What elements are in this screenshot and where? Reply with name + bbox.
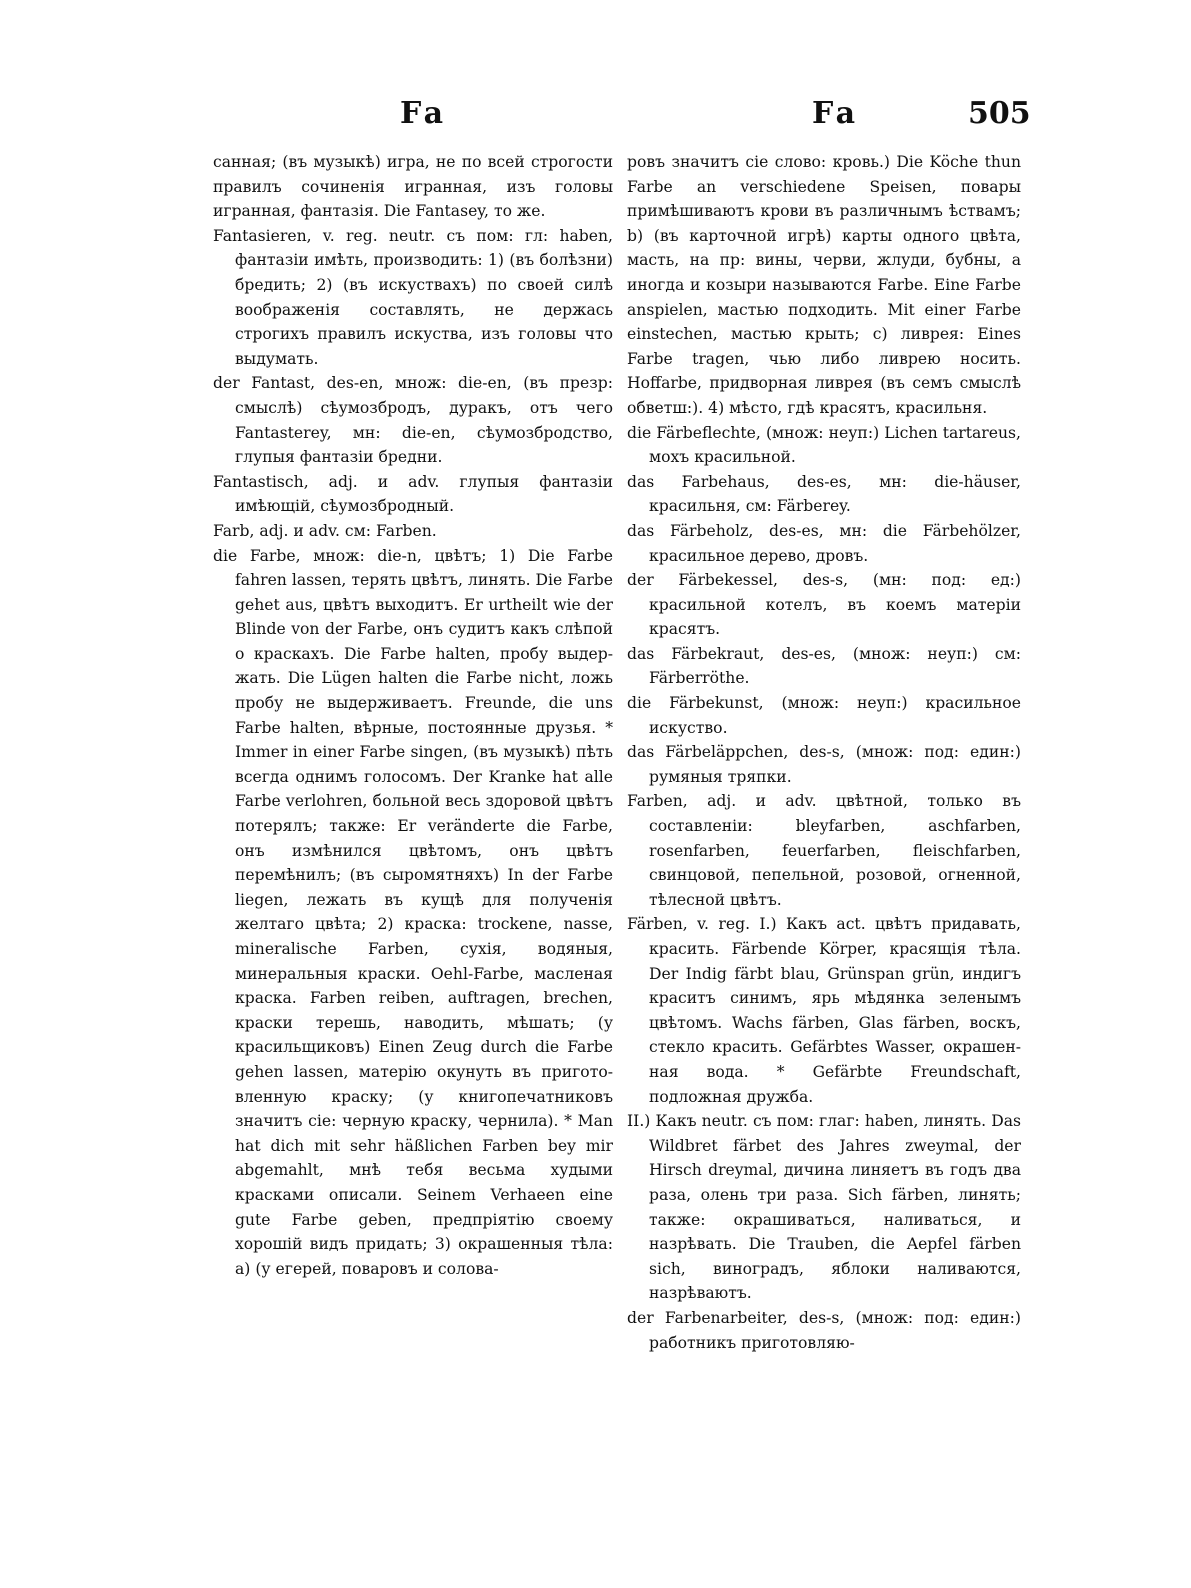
dictionary-entry: Fantastisch, adj. и adv. глупыя фантазіи имѣющій, сѣумозбродный. [213, 472, 613, 516]
dictionary-entry: die Färbeflechte, (множ: неуп:) Lichen tartareus, мохъ красильной. [627, 423, 1021, 467]
running-head-left: Fa [400, 96, 448, 131]
right-column [627, 150, 1021, 1470]
dictionary-entry: die Färbekunst, (множ: неуп:) красильное искуство. [627, 694, 1021, 737]
dictionary-entry: Fantasieren, v. reg. neutr. съ пом: гл: haben, фантазіи имѣть, производить: 1) (въ болѣзни) бредить; 2) (въ искуствахъ) по своей силѣ воображенія составлять, не держась строгихъ правилъ искуства, изъ головы что выдумать. [213, 226, 613, 368]
left-column [213, 150, 613, 1525]
dictionary-entry: der Fantast, des-en, множ: die-en, (въ презр: смыслѣ) сѣумозбродъ, дуракъ, отъ чего Fantasterey, мн: die-en, сѣумозбродство, глупыя фантазіи бредни. [213, 374, 613, 467]
page-number: 505 [968, 96, 1031, 131]
dictionary-entry: II.) Какъ neutr. съ пом: глаг: haben, линять. Das Wildbret färbet des Jahres zweymal, der Hirsch dreymal, дичина линяетъ въ годъ два раза, олень три раза. Sich färben, линять; также: окрашиваться, наливаться, и назрѣвать. Die Trauben, die Aepfel färben sich, виноградъ, яблоки наливаются, назрѣваютъ. [627, 1112, 1021, 1303]
dictionary-entry: Farb, adj. и adv. см: Farben. [213, 521, 437, 540]
dictionary-entry: das Farbehaus, des-es, мн: die-häuser, красильня, см: Färberey. [627, 472, 1021, 516]
dictionary-entry: das Färbekraut, des-es, (множ: неуп:) см: Färberröthe. [627, 644, 1021, 688]
running-head-right: Fa [812, 96, 860, 131]
dictionary-entry: Farben, adj. и adv. цвѣтной, только въ составленіи: bleyfarben, aschfarben, rosenfarben, feuerfarben, fleischfarben, свинцовой, пепельной, розовой, огненной, тѣлесной цвѣтъ. [627, 792, 1021, 909]
dictionary-entry: das Färbeläppchen, des-s, (множ: под: един:) румяныя тряпки. [627, 743, 1021, 786]
dictionary-entry: der Färbekessel, des-s, (мн: под: ед:) красильной котелъ, въ коемъ матеріи красятъ. [627, 571, 1021, 639]
dictionary-entry: Färben, v. reg. I.) Какъ act. цвѣтъ придавать, красить. Färbende Körper, красящія тѣла. Der Indig färbt blau, Grünspan grün, индигъ краситъ синимъ, ярь мѣдянка зеленымъ цвѣтомъ. Wachs färben, Glas färben, воскъ, стекло красить. Gefärbtes Wasser, окрашенная вода. * Gefärbte Freundschaft, подложная дружба. [627, 915, 1021, 1106]
dictionary-entry: санная; (въ музыкѣ) игра, не по всей строгости правилъ сочиненія игранная, изъ головы игранная, фантазія. Die Fantasey, то же. [213, 153, 613, 221]
dictionary-entry: die Farbe, множ: die-n, цвѣтъ; 1) Die Farbe fahren lassen, терять цвѣтъ, линять. Die Farbe gehet aus, цвѣтъ выходитъ. Er urtheilt wie der Blinde von der Farbe, онъ судитъ какъ слѣпой о краскахъ. Die Farbe halten, пробу выдержать. Die Lügen halten die Farbe nicht, ложь пробу не выдерживаетъ. Freunde, die uns Farbe halten, вѣрные, постоянные друзья. * Immer in einer Farbe singen, (въ музыкѣ) пѣть всегда однимъ голосомъ. Der Kranke hat alle Farbe verlohren, больной весь здоровой цвѣтъ потерялъ; также: Er veränderte die Farbe, онъ измѣнился цвѣтомъ, онъ цвѣтъ перемѣнилъ; (въ сыромятняхъ) In der Farbe liegen, лежать въ кущѣ для полученія желтаго цвѣта; 2) краска: trockene, nasse, mineralische Farben, сухія, водяныя, минеральныя краски. Oehl-Farbe, масленая краска. Farben reiben, auftragen, brechen, краски терешь, наводить, мѣшать; (у красильщиковъ) Einen Zeug durch die Farbe gehen lassen, матерію окунуть въ приготовленную краску; (у книгопечатниковъ значитъ сіе: черную краску, чернила). * Man hat dich mit sehr häßlichen Farben bey mir abgemahlt, мнѣ тебя весьма худыми красками описали. Seinem Verhaeen eine gute Farbe geben, предпріятію своему хорошій видъ придать; 3) окрашенныя тѣла: a) (у егерей, поваровъ и солова- [213, 546, 613, 1278]
dictionary-entry: ровъ значитъ сіе слово: кровь.) Die Köche thun Farbe an verschiedene Speisen, повары примѣшиваютъ крови въ различнымъ ѣствамъ; b) (въ карточной игрѣ) карты одного цвѣта, масть, на пр: вины, черви, жлуди, бубны, а иногда и козыри называются Farbe. Eine Farbe anspielen, мастью подходить. Mit einer Farbe einstechen, мастью крыть; c) ливрея: Eines Farbe tragen, чью либо ливрею носить. Hoffarbe, придворная ливрея (въ семъ смыслѣ обветш:). 4) мѣсто, гдѣ красятъ, красильня. [627, 153, 1021, 417]
dictionary-entry: das Färbeholz, des-es, мн: die Färbehölzer, красильное дерево, дровъ. [627, 521, 1021, 565]
dictionary-entry: der Farbenarbeiter, des-s, (множ: под: един:) работникъ приготовляю- [627, 1308, 1021, 1352]
